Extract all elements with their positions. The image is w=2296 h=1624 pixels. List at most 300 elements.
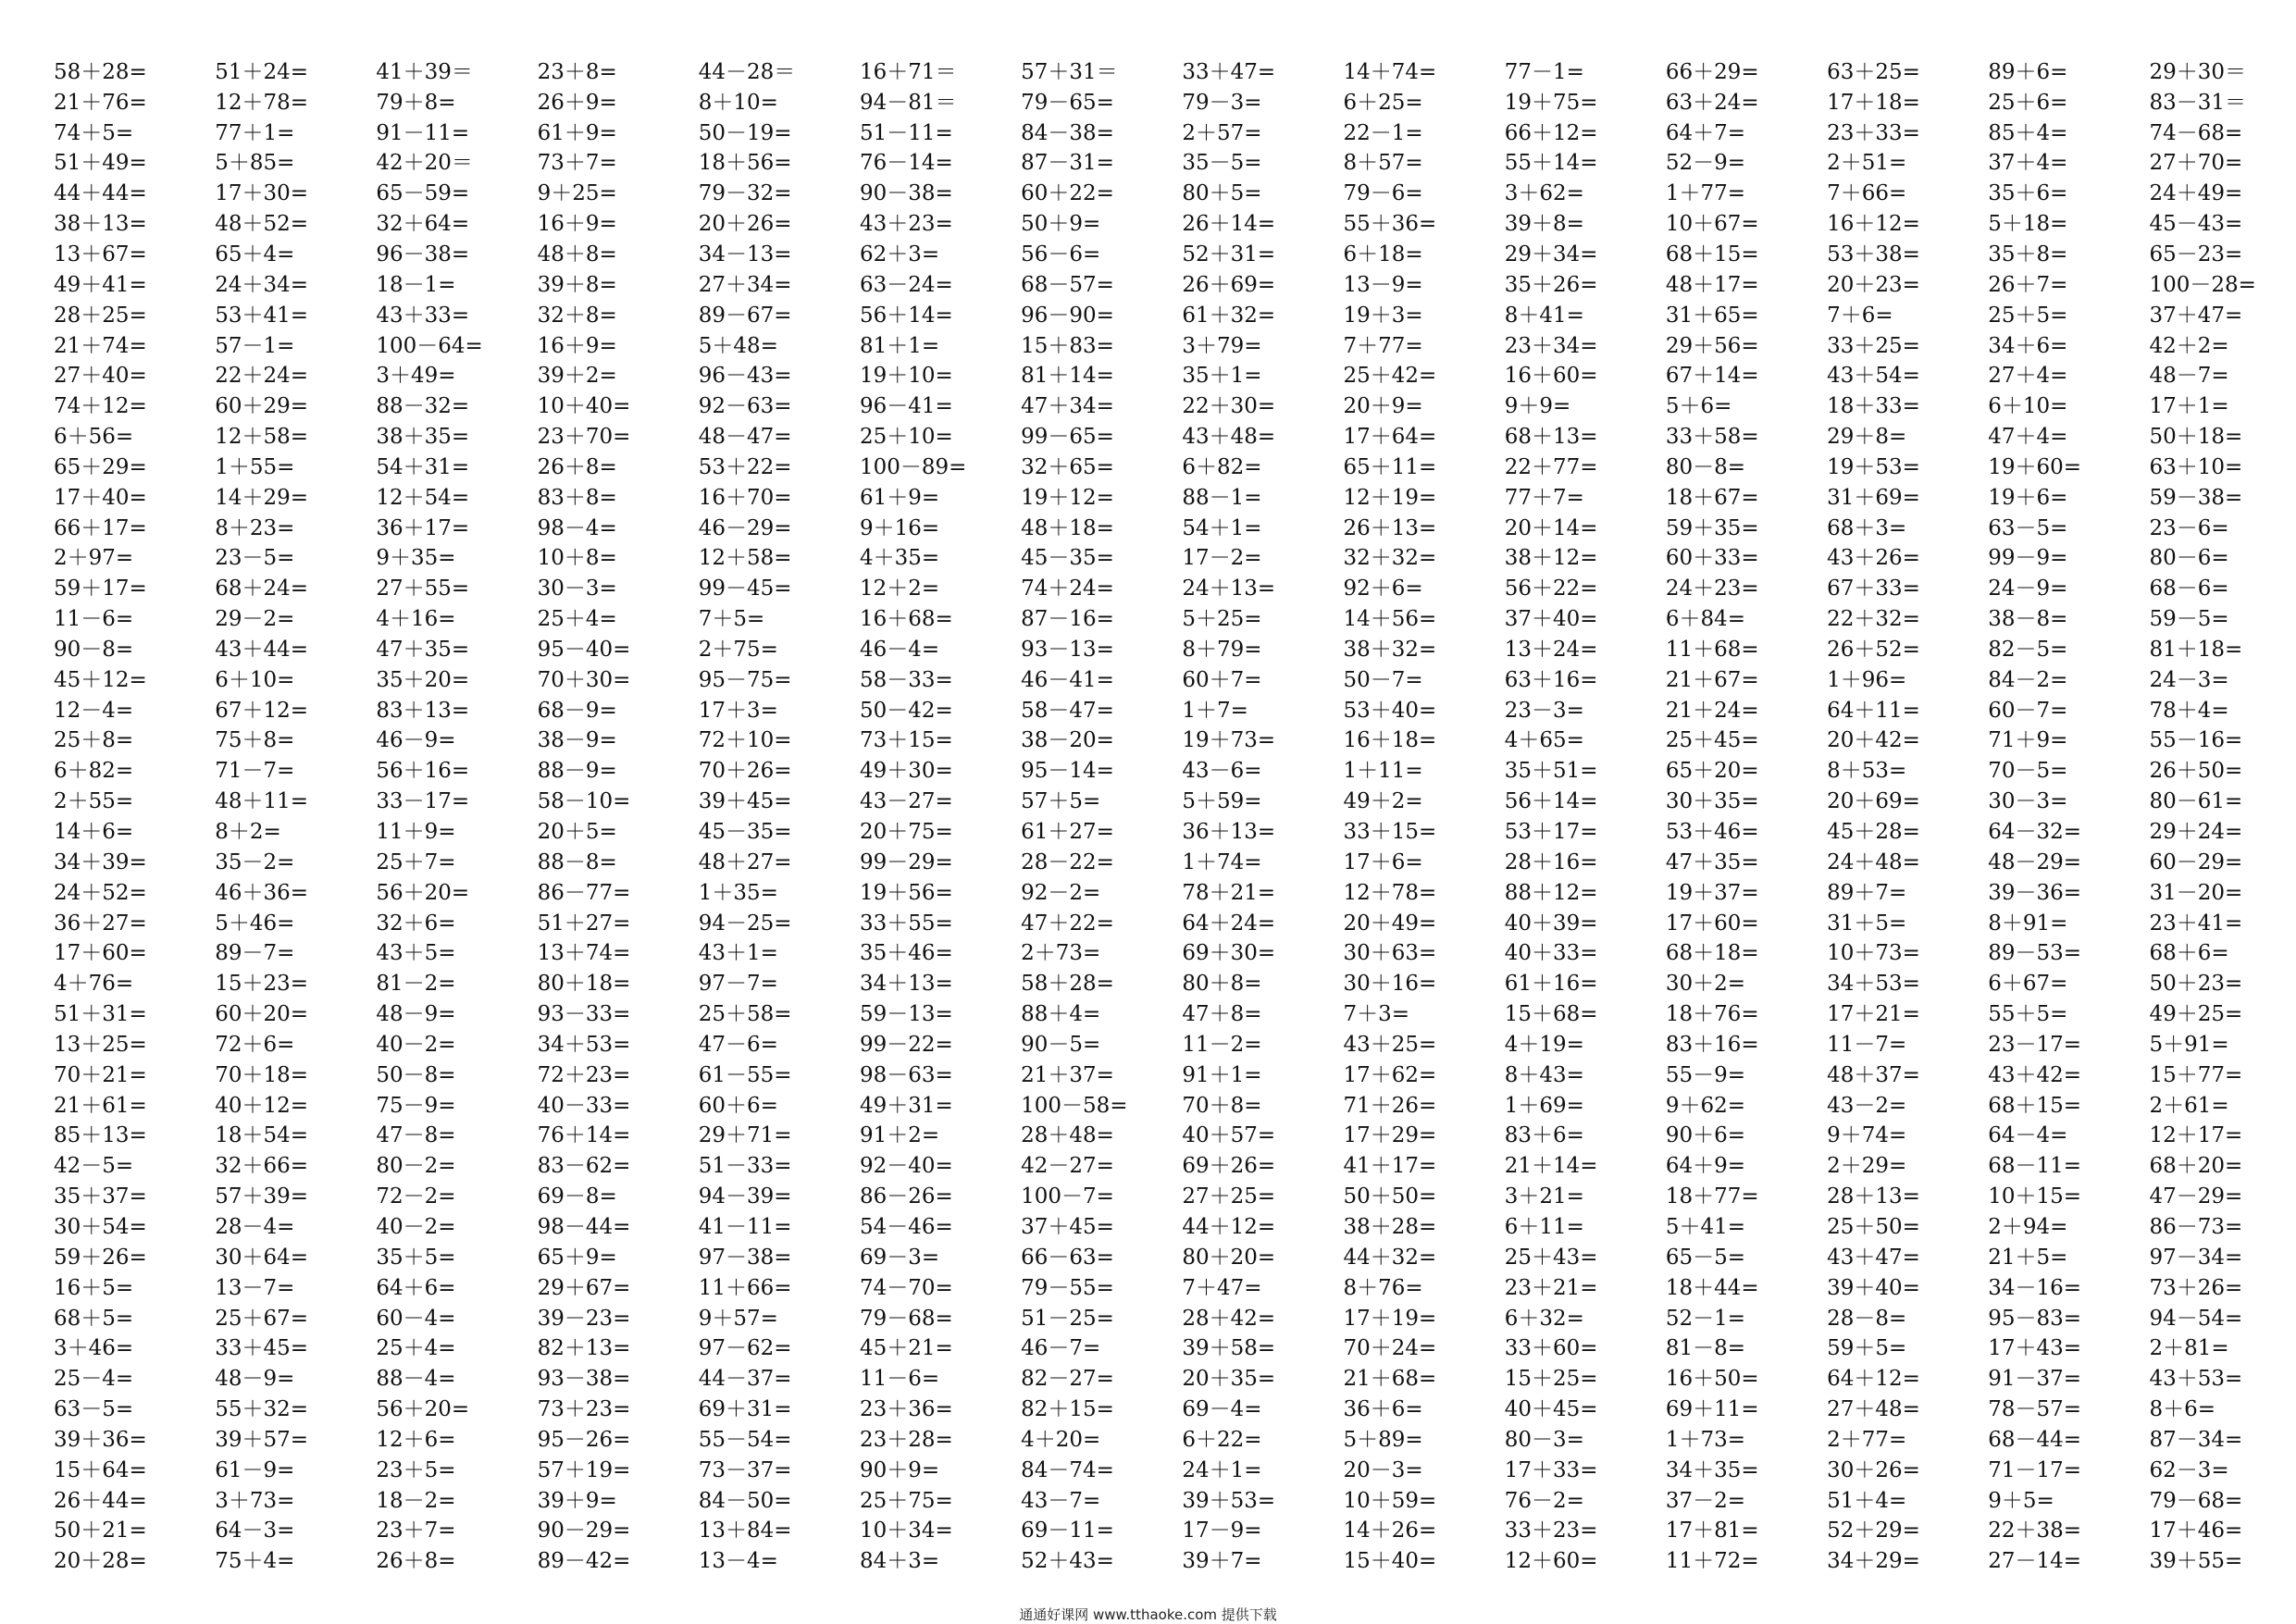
arithmetic-problem: 40＋39= [1504, 911, 1598, 936]
arithmetic-problem: 13－4= [698, 1549, 778, 1574]
arithmetic-problem: 43－7= [1021, 1488, 1101, 1513]
arithmetic-problem: 39＋40= [1827, 1275, 1920, 1300]
arithmetic-problem: 35＋6= [1988, 181, 2068, 206]
arithmetic-problem: 93－38= [537, 1367, 631, 1392]
arithmetic-problem: 17＋60= [1665, 911, 1759, 936]
arithmetic-problem: 6＋10= [1988, 394, 2068, 419]
arithmetic-problem: 74＋5= [54, 120, 134, 145]
arithmetic-problem: 44＋32= [1343, 1245, 1437, 1270]
arithmetic-problem: 96－41= [859, 394, 953, 419]
arithmetic-problem: 61＋9= [537, 120, 617, 145]
arithmetic-problem: 38＋13= [54, 212, 147, 237]
arithmetic-problem: 43＋42= [1988, 1062, 2082, 1087]
arithmetic-problem: 60＋29= [215, 394, 308, 419]
arithmetic-problem: 23＋21= [1504, 1275, 1598, 1300]
arithmetic-problem: 30－3= [537, 576, 617, 601]
arithmetic-problem: 12＋6= [376, 1427, 456, 1452]
arithmetic-problem: 19＋3= [1343, 303, 1423, 328]
arithmetic-problem: 47＋34= [1021, 394, 1114, 419]
arithmetic-problem: 55＋5= [1988, 1002, 2068, 1027]
arithmetic-problem: 43＋25= [1343, 1032, 1437, 1057]
arithmetic-problem: 81＋18= [2149, 637, 2243, 662]
arithmetic-problem: 62－3= [2149, 1457, 2229, 1482]
arithmetic-problem: 14＋6= [54, 820, 134, 845]
arithmetic-problem: 88＋4= [1021, 1002, 1101, 1027]
arithmetic-problem: 48＋17= [1665, 272, 1759, 297]
arithmetic-problem: 68－57= [1021, 272, 1114, 297]
arithmetic-problem: 86－77= [537, 880, 631, 905]
arithmetic-problem: 11－2= [1182, 1032, 1262, 1057]
problem-row [54, 848, 2275, 878]
arithmetic-problem: 27－14= [1988, 1549, 2082, 1574]
arithmetic-problem: 61＋16= [1504, 972, 1598, 997]
arithmetic-problem: 2＋51= [1827, 151, 1907, 176]
problem-row [54, 1517, 2275, 1547]
arithmetic-problem: 20＋49= [1343, 911, 1437, 936]
arithmetic-problem: 63＋16= [1504, 667, 1598, 692]
arithmetic-problem: 78＋21= [1182, 880, 1276, 905]
arithmetic-problem: 67＋33= [1827, 576, 1920, 601]
problem-row [54, 1212, 2275, 1243]
problem-row [54, 1486, 2275, 1517]
arithmetic-problem: 64＋12= [1827, 1367, 1920, 1392]
arithmetic-problem: 42＋20＝ [376, 151, 473, 176]
arithmetic-problem: 60－29= [2149, 849, 2243, 874]
arithmetic-problem: 50＋9= [1021, 212, 1101, 237]
arithmetic-problem: 71－17= [1988, 1457, 2082, 1482]
arithmetic-problem: 55－16= [2149, 728, 2243, 753]
arithmetic-problem: 10＋8= [537, 546, 617, 571]
problem-row [54, 118, 2275, 149]
arithmetic-problem: 45－35= [698, 820, 792, 845]
arithmetic-problem: 14＋56= [1343, 607, 1437, 632]
arithmetic-problem: 11－7= [1827, 1032, 1907, 1057]
arithmetic-problem: 71＋9= [1988, 728, 2068, 753]
arithmetic-problem: 4＋20= [1021, 1427, 1101, 1452]
arithmetic-problem: 17＋3= [698, 698, 778, 723]
arithmetic-problem: 21＋24= [1665, 698, 1759, 723]
arithmetic-problem: 10＋15= [1988, 1184, 2082, 1209]
arithmetic-problem: 68＋15= [1665, 242, 1759, 267]
problem-row [54, 574, 2275, 604]
arithmetic-problem: 18－2= [376, 1488, 456, 1513]
arithmetic-problem: 27＋48= [1827, 1397, 1920, 1422]
arithmetic-problem: 1＋11= [1343, 759, 1423, 784]
arithmetic-problem: 51－25= [1021, 1306, 1114, 1331]
arithmetic-problem: 51＋49= [54, 151, 147, 176]
arithmetic-problem: 84－74= [1021, 1457, 1114, 1482]
arithmetic-problem: 34＋29= [1827, 1549, 1920, 1574]
arithmetic-problem: 61＋32= [1182, 303, 1276, 328]
arithmetic-problem: 17＋1= [2149, 394, 2229, 419]
arithmetic-problem: 52＋43= [1021, 1549, 1114, 1574]
arithmetic-problem: 3＋49= [376, 364, 456, 389]
arithmetic-problem: 25＋43= [1504, 1245, 1598, 1270]
arithmetic-problem: 10＋59= [1343, 1488, 1437, 1513]
arithmetic-problem: 12＋58= [698, 546, 792, 571]
arithmetic-problem: 82＋15= [1021, 1397, 1114, 1422]
arithmetic-problem: 26＋44= [54, 1488, 147, 1513]
arithmetic-problem: 79－68= [2149, 1488, 2243, 1513]
arithmetic-problem: 65＋20= [1665, 759, 1759, 784]
arithmetic-problem: 39＋45= [698, 789, 792, 814]
arithmetic-problem: 25＋58= [698, 1002, 792, 1027]
arithmetic-problem: 78＋4= [2149, 698, 2229, 723]
arithmetic-problem: 39＋8= [537, 272, 617, 297]
arithmetic-problem: 28＋48= [1021, 1123, 1114, 1148]
arithmetic-problem: 81－8= [1665, 1336, 1746, 1361]
arithmetic-problem: 23＋70= [537, 425, 631, 450]
arithmetic-problem: 90＋9= [859, 1457, 940, 1482]
arithmetic-problem: 26＋13= [1343, 515, 1437, 540]
arithmetic-problem: 51－33= [698, 1154, 792, 1179]
arithmetic-problem: 59＋17= [54, 576, 147, 601]
arithmetic-problem: 6＋25= [1343, 90, 1423, 115]
arithmetic-problem: 100－7= [1021, 1184, 1114, 1209]
arithmetic-problem: 39＋7= [1182, 1549, 1262, 1574]
arithmetic-problem: 8＋91= [1988, 911, 2068, 936]
arithmetic-problem: 15＋64= [54, 1457, 147, 1482]
arithmetic-problem: 70＋30= [537, 667, 631, 692]
problem-row [54, 1030, 2275, 1060]
arithmetic-problem: 69＋11= [1665, 1397, 1759, 1422]
arithmetic-problem: 35－2= [215, 849, 295, 874]
arithmetic-problem: 45＋28= [1827, 820, 1920, 845]
arithmetic-problem: 87－34= [2149, 1427, 2243, 1452]
arithmetic-problem: 50＋21= [54, 1519, 147, 1543]
arithmetic-problem: 53＋46= [1665, 820, 1759, 845]
arithmetic-problem: 6＋56= [54, 425, 134, 450]
arithmetic-problem: 39＋36= [54, 1427, 147, 1452]
arithmetic-problem: 92－63= [698, 394, 792, 419]
arithmetic-problem: 32＋65= [1021, 454, 1114, 479]
arithmetic-problem: 44－37= [698, 1367, 792, 1392]
arithmetic-problem: 19＋56= [859, 880, 953, 905]
arithmetic-problem: 39＋58= [1182, 1336, 1276, 1361]
arithmetic-problem: 72－2= [376, 1184, 456, 1209]
arithmetic-problem: 6＋82= [1182, 454, 1262, 479]
arithmetic-problem: 51－11= [859, 120, 953, 145]
arithmetic-problem: 80＋5= [1182, 181, 1262, 206]
arithmetic-problem: 3＋73= [215, 1488, 295, 1513]
arithmetic-problem: 43－6= [1182, 759, 1262, 784]
arithmetic-problem: 53＋41= [215, 303, 308, 328]
arithmetic-problem: 34－16= [1988, 1275, 2082, 1300]
arithmetic-problem: 60－4= [376, 1306, 456, 1331]
arithmetic-problem: 42－27= [1021, 1154, 1114, 1179]
arithmetic-problem: 48－9= [376, 1002, 456, 1027]
arithmetic-problem: 34＋53= [1827, 972, 1920, 997]
arithmetic-problem: 17－2= [1182, 546, 1262, 571]
arithmetic-problem: 10＋73= [1827, 941, 1920, 966]
arithmetic-problem: 70－5= [1988, 759, 2068, 784]
arithmetic-problem: 88－32= [376, 394, 470, 419]
arithmetic-problem: 7＋6= [1827, 303, 1893, 328]
arithmetic-problem: 68－44= [1988, 1427, 2082, 1452]
arithmetic-problem: 23－17= [1988, 1032, 2082, 1057]
arithmetic-problem: 20＋42= [1827, 728, 1920, 753]
problem-row [54, 149, 2275, 180]
arithmetic-problem: 97－34= [2149, 1245, 2243, 1270]
arithmetic-problem: 92－40= [859, 1154, 953, 1179]
arithmetic-problem: 39＋8= [1504, 212, 1584, 237]
arithmetic-problem: 24＋23= [1665, 576, 1759, 601]
arithmetic-problem: 83＋8= [537, 485, 617, 510]
problem-row [54, 1122, 2275, 1152]
arithmetic-problem: 52－1= [1665, 1306, 1746, 1331]
arithmetic-problem: 69－11= [1021, 1519, 1114, 1543]
arithmetic-problem: 20＋23= [1827, 272, 1920, 297]
arithmetic-problem: 29＋8= [1827, 425, 1907, 450]
arithmetic-problem: 20＋28= [54, 1549, 147, 1574]
arithmetic-problem: 35＋37= [54, 1184, 147, 1209]
arithmetic-problem: 34－13= [698, 242, 792, 267]
arithmetic-problem: 38－8= [1988, 607, 2068, 632]
arithmetic-problem: 55＋32= [215, 1397, 308, 1422]
arithmetic-problem: 8＋79= [1182, 637, 1262, 662]
arithmetic-problem: 52＋31= [1182, 242, 1276, 267]
problem-row [54, 665, 2275, 696]
arithmetic-problem: 8＋53= [1827, 759, 1907, 784]
arithmetic-problem: 25＋75= [859, 1488, 953, 1513]
arithmetic-problem: 97－38= [698, 1245, 792, 1270]
arithmetic-problem: 56＋14= [859, 303, 953, 328]
problem-row [54, 422, 2275, 452]
arithmetic-problem: 43＋47= [1827, 1245, 1920, 1270]
arithmetic-problem: 26＋8= [376, 1549, 456, 1574]
arithmetic-problem: 61－55= [698, 1062, 792, 1087]
arithmetic-problem: 64－32= [1988, 820, 2082, 845]
arithmetic-problem: 40－2= [376, 1032, 456, 1057]
arithmetic-problem: 43＋1= [698, 941, 778, 966]
arithmetic-problem: 12－4= [54, 698, 134, 723]
arithmetic-problem: 6＋10= [215, 667, 295, 692]
arithmetic-problem: 80－61= [2149, 789, 2243, 814]
arithmetic-problem: 43＋5= [376, 941, 456, 966]
arithmetic-problem: 37＋45= [1021, 1214, 1114, 1239]
problem-row [54, 604, 2275, 635]
arithmetic-problem: 14＋74= [1343, 59, 1437, 84]
arithmetic-problem: 25＋10= [859, 425, 953, 450]
arithmetic-problem: 6＋32= [1504, 1306, 1584, 1331]
arithmetic-problem: 60＋6= [698, 1093, 778, 1118]
arithmetic-problem: 79－32= [698, 181, 792, 206]
arithmetic-problem: 11＋9= [376, 820, 456, 845]
arithmetic-problem: 56＋22= [1504, 576, 1598, 601]
arithmetic-problem: 8＋2= [215, 820, 281, 845]
arithmetic-problem: 17＋6= [1343, 849, 1423, 874]
arithmetic-problem: 24＋48= [1827, 849, 1920, 874]
arithmetic-problem: 39＋57= [215, 1427, 308, 1452]
arithmetic-problem: 65＋4= [215, 242, 295, 267]
arithmetic-problem: 13＋67= [54, 242, 147, 267]
arithmetic-problem: 13－7= [215, 1275, 295, 1300]
arithmetic-problem: 35＋51= [1504, 759, 1598, 784]
arithmetic-problem: 5＋18= [1988, 212, 2068, 237]
arithmetic-problem: 35＋20= [376, 667, 470, 692]
arithmetic-problem: 16＋9= [537, 333, 617, 358]
arithmetic-problem: 88－8= [537, 849, 617, 874]
arithmetic-problem: 50＋50= [1343, 1184, 1437, 1209]
problem-row [54, 301, 2275, 331]
arithmetic-problem: 1＋96= [1827, 667, 1907, 692]
arithmetic-problem: 3＋62= [1504, 181, 1584, 206]
arithmetic-problem: 40＋12= [215, 1093, 308, 1118]
arithmetic-problem: 94－39= [698, 1184, 792, 1209]
arithmetic-problem: 64＋24= [1182, 911, 1276, 936]
arithmetic-problem: 17＋29= [1343, 1123, 1437, 1148]
arithmetic-problem: 20＋35= [1182, 1367, 1276, 1392]
arithmetic-problem: 25＋6= [1988, 90, 2068, 115]
arithmetic-problem: 8＋43= [1504, 1062, 1584, 1087]
arithmetic-problem: 12＋2= [859, 576, 940, 601]
arithmetic-problem: 43－2= [1827, 1093, 1907, 1118]
arithmetic-problem: 89－7= [215, 941, 295, 966]
arithmetic-problem: 95－75= [698, 667, 792, 692]
footer-credit: 通通好课网 www.tthaoke.com 提供下载 [1019, 1606, 1277, 1623]
problem-row [54, 1243, 2275, 1273]
arithmetic-problem: 5＋25= [1182, 607, 1262, 632]
arithmetic-problem: 33＋47= [1182, 59, 1276, 84]
arithmetic-problem: 19＋6= [1988, 485, 2068, 510]
arithmetic-problem: 53＋22= [698, 454, 792, 479]
arithmetic-problem: 51＋24= [215, 59, 308, 84]
arithmetic-problem: 25＋50= [1827, 1214, 1920, 1239]
arithmetic-problem: 26＋9= [537, 90, 617, 115]
arithmetic-problem: 48＋8= [537, 242, 617, 267]
arithmetic-problem: 28－4= [215, 1214, 295, 1239]
arithmetic-problem: 33＋60= [1504, 1336, 1598, 1361]
problem-row [54, 57, 2275, 88]
arithmetic-problem: 50－7= [1343, 667, 1423, 692]
arithmetic-problem: 27＋55= [376, 576, 470, 601]
arithmetic-problem: 15＋77= [2149, 1062, 2243, 1087]
arithmetic-problem: 81＋1= [859, 333, 940, 358]
arithmetic-problem: 18＋67= [1665, 485, 1759, 510]
arithmetic-problem: 60＋22= [1021, 181, 1114, 206]
arithmetic-problem: 13＋74= [537, 941, 631, 966]
problem-row [54, 1364, 2275, 1395]
arithmetic-problem: 56＋14= [1504, 789, 1598, 814]
arithmetic-problem: 1＋55= [215, 454, 295, 479]
arithmetic-problem: 93－13= [1021, 637, 1114, 662]
arithmetic-problem: 88－4= [376, 1367, 456, 1392]
arithmetic-problem: 17＋62= [1343, 1062, 1437, 1087]
arithmetic-problem: 2＋55= [54, 789, 134, 814]
problem-row [54, 1060, 2275, 1091]
arithmetic-problem: 56＋16= [376, 759, 470, 784]
arithmetic-problem: 16＋70= [698, 485, 792, 510]
arithmetic-problem: 33＋58= [1665, 425, 1759, 450]
arithmetic-problem: 27＋70= [2149, 151, 2243, 176]
arithmetic-problem: 51＋4= [1827, 1488, 1907, 1513]
arithmetic-problem: 100－28= [2149, 272, 2256, 297]
arithmetic-problem: 42＋2= [2149, 333, 2229, 358]
arithmetic-problem: 4＋16= [376, 607, 456, 632]
arithmetic-problem: 30＋35= [1665, 789, 1759, 814]
arithmetic-problem: 24＋49= [2149, 181, 2243, 206]
arithmetic-problem: 14＋26= [1343, 1519, 1437, 1543]
arithmetic-problem: 17＋30= [215, 181, 308, 206]
problem-row [54, 179, 2275, 209]
arithmetic-problem: 33＋15= [1343, 820, 1437, 845]
problem-row [54, 1182, 2275, 1212]
arithmetic-problem: 47＋4= [1988, 425, 2068, 450]
arithmetic-problem: 88＋12= [1504, 880, 1598, 905]
arithmetic-problem: 64＋6= [376, 1275, 456, 1300]
arithmetic-problem: 69－4= [1182, 1397, 1262, 1422]
arithmetic-problem: 16＋60= [1504, 364, 1598, 389]
arithmetic-problem: 29－2= [215, 607, 295, 632]
problem-row [54, 1425, 2275, 1456]
arithmetic-problem: 74＋24= [1021, 576, 1114, 601]
arithmetic-problem: 40－33= [537, 1093, 631, 1118]
arithmetic-problem: 49＋2= [1343, 789, 1423, 814]
arithmetic-problem: 9＋5= [1988, 1488, 2054, 1513]
arithmetic-problem: 5＋85= [215, 151, 295, 176]
arithmetic-problem: 73＋26= [2149, 1275, 2243, 1300]
arithmetic-problem: 35＋8= [1988, 242, 2068, 267]
arithmetic-problem: 58－33= [859, 667, 953, 692]
arithmetic-problem: 48＋18= [1021, 515, 1114, 540]
arithmetic-problem: 23＋34= [1504, 333, 1598, 358]
arithmetic-problem: 9＋9= [1504, 394, 1571, 419]
problem-row [54, 726, 2275, 757]
arithmetic-problem: 39－23= [537, 1306, 631, 1331]
arithmetic-problem: 6＋82= [54, 759, 134, 784]
arithmetic-problem: 15＋23= [215, 972, 308, 997]
arithmetic-problem: 49＋41= [54, 272, 147, 297]
arithmetic-problem: 83＋13= [376, 698, 470, 723]
arithmetic-problem: 18＋44= [1665, 1275, 1759, 1300]
arithmetic-problem: 31＋69= [1827, 485, 1920, 510]
arithmetic-problem: 9＋74= [1827, 1123, 1907, 1148]
arithmetic-problem: 99－65= [1021, 425, 1114, 450]
arithmetic-problem: 22＋32= [1827, 607, 1920, 632]
arithmetic-problem: 25＋7= [376, 849, 456, 874]
arithmetic-problem: 99－45= [698, 576, 792, 601]
arithmetic-problem: 79－65= [1021, 90, 1114, 115]
arithmetic-problem: 92－2= [1021, 880, 1101, 905]
arithmetic-problem: 55＋36= [1343, 212, 1437, 237]
arithmetic-problem: 84－50= [698, 1488, 792, 1513]
arithmetic-problem: 65＋9= [537, 1245, 617, 1270]
arithmetic-problem: 38＋12= [1504, 546, 1598, 571]
arithmetic-problem: 22＋38= [1988, 1519, 2082, 1543]
arithmetic-problem: 8＋23= [215, 515, 295, 540]
arithmetic-problem: 46－7= [1021, 1336, 1101, 1361]
arithmetic-problem: 80＋20= [1182, 1245, 1276, 1270]
arithmetic-problem: 57＋31＝ [1021, 59, 1118, 84]
arithmetic-problem: 4＋76= [54, 972, 134, 997]
arithmetic-problem: 70＋8= [1182, 1093, 1262, 1118]
arithmetic-problem: 29＋67= [537, 1275, 631, 1300]
arithmetic-problem: 58－47= [1021, 698, 1114, 723]
arithmetic-problem: 85＋4= [1988, 120, 2068, 145]
arithmetic-problem: 10＋67= [1665, 212, 1759, 237]
arithmetic-problem: 2＋77= [1827, 1427, 1907, 1452]
arithmetic-problem: 11－6= [859, 1367, 940, 1392]
arithmetic-problem: 5＋46= [215, 911, 295, 936]
arithmetic-problem: 49＋30= [859, 759, 953, 784]
arithmetic-problem: 66－63= [1021, 1245, 1114, 1270]
arithmetic-problem: 95－26= [537, 1427, 631, 1452]
arithmetic-problem: 68－6= [2149, 576, 2229, 601]
arithmetic-problem: 34＋13= [859, 972, 953, 997]
arithmetic-problem: 9＋62= [1665, 1093, 1746, 1118]
arithmetic-problem: 26＋14= [1182, 212, 1276, 237]
arithmetic-problem: 5＋6= [1665, 394, 1732, 419]
